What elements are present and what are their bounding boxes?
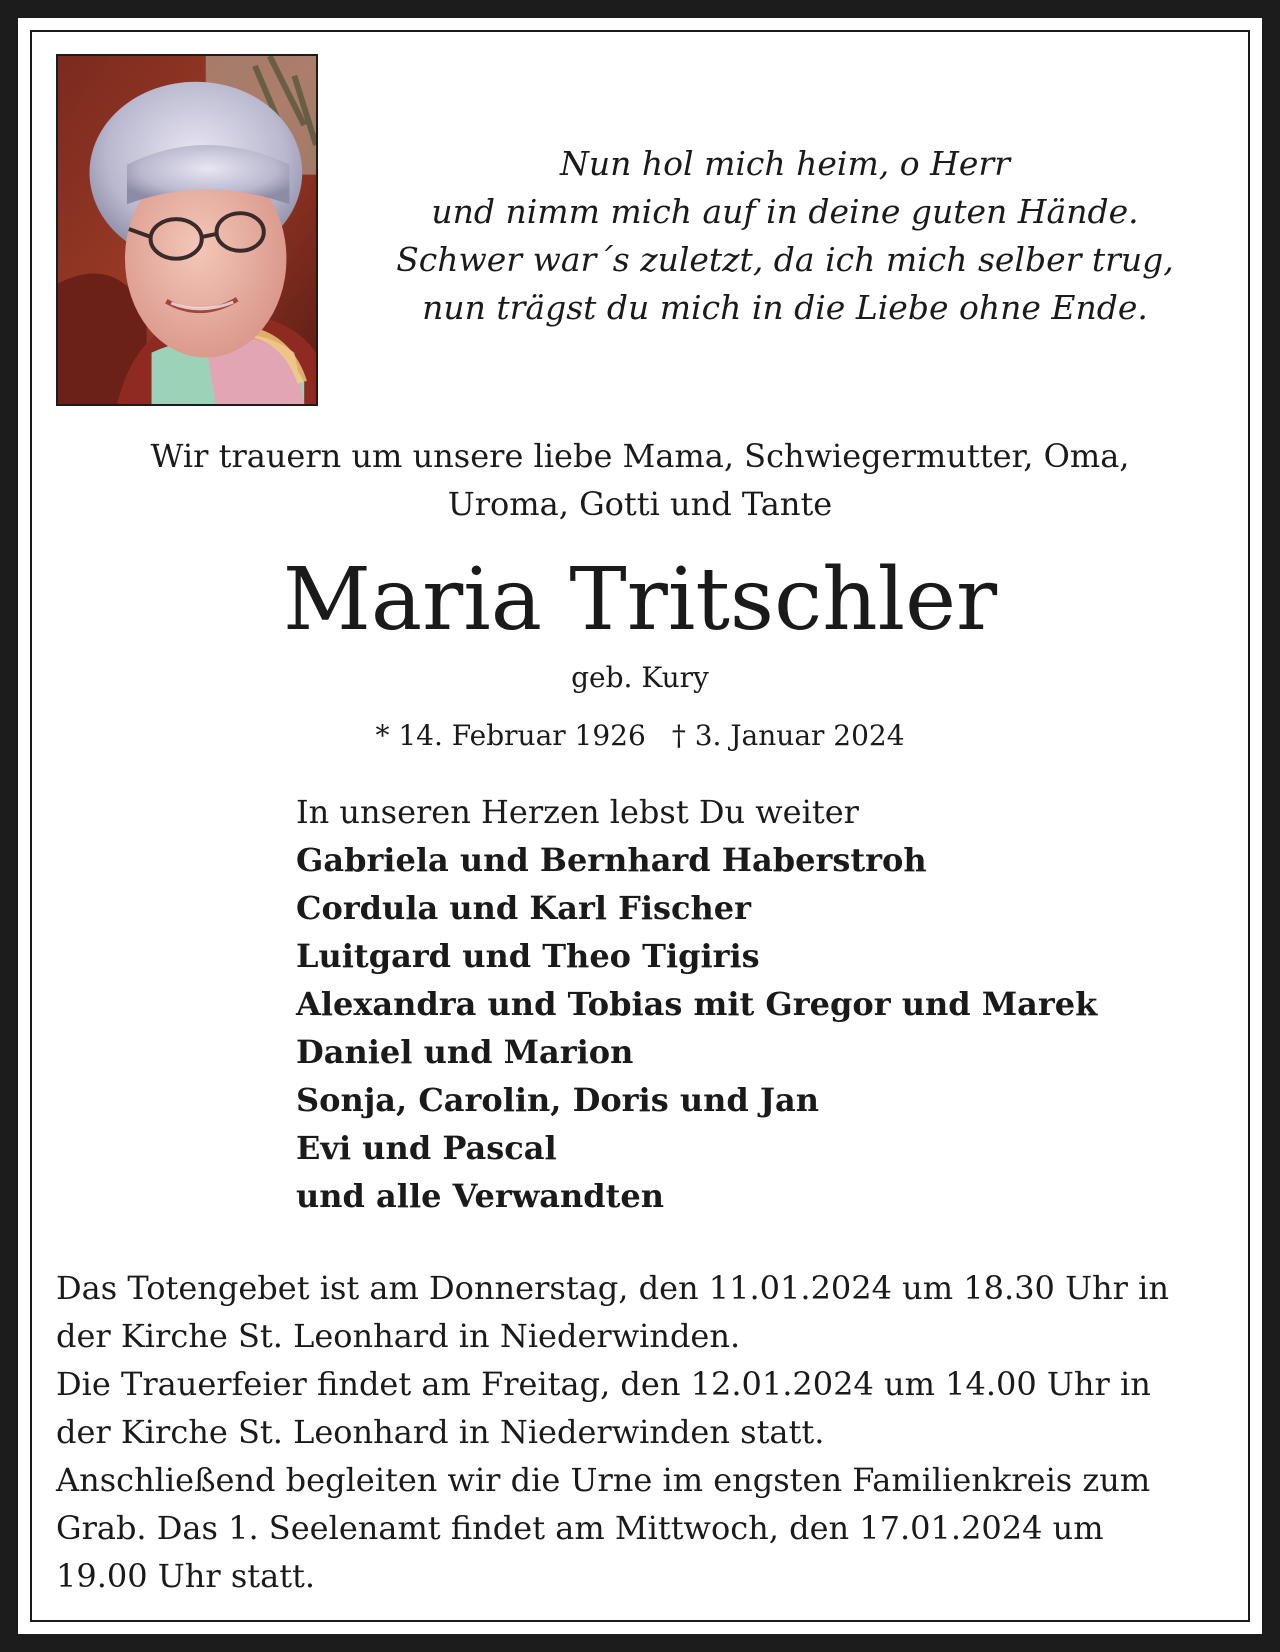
- notice-line: Die Trauerfeier findet am Freitag, den 12.01.2024 um 14.00 Uhr in: [56, 1365, 1151, 1403]
- intro-line: Uroma, Gotti und Tante: [447, 485, 833, 523]
- mourner-name: Evi und Pascal: [296, 1129, 557, 1167]
- mourner-name: Daniel und Marion: [296, 1033, 634, 1071]
- mourner-name: Sonja, Carolin, Doris und Jan: [296, 1081, 820, 1119]
- mourners-lead: In unseren Herzen lebst Du weiter: [296, 793, 859, 831]
- deceased-name: Maria Tritschler: [282, 550, 998, 650]
- notice-line: Anschließend begleiten wir die Urne im engsten Familienkreis zum: [56, 1461, 1151, 1499]
- notice-line: der Kirche St. Leonhard in Niederwinden statt.: [56, 1413, 825, 1451]
- mourner-name: und alle Verwandten: [296, 1177, 665, 1215]
- birth-name: geb. Kury: [571, 661, 709, 694]
- intro-line: Wir trauern um unsere liebe Mama, Schwiegermutter, Oma,: [150, 437, 1130, 475]
- notice-line: der Kirche St. Leonhard in Niederwinden.: [56, 1317, 741, 1355]
- poem-line: nun trägst du mich in die Liebe ohne Ende.: [422, 288, 1148, 327]
- mourner-name: Alexandra und Tobias mit Gregor und Marek: [296, 985, 1098, 1023]
- death-date: † 3. Januar 2024: [671, 719, 905, 752]
- notice-line: 19.00 Uhr statt.: [56, 1557, 316, 1595]
- portrait-photo: [56, 54, 318, 406]
- mourners-list: [296, 788, 1196, 1220]
- poem-line: und nimm mich auf in deine guten Hände.: [431, 192, 1139, 231]
- poem-line: Schwer war´s zuletzt, da ich mich selber trug,: [396, 240, 1174, 279]
- birth-date: * 14. Februar 1926: [375, 719, 646, 752]
- mourner-name: Luitgard und Theo Tigiris: [296, 937, 760, 975]
- notice-line: Grab. Das 1. Seelenamt findet am Mittwoch, den 17.01.2024 um: [56, 1509, 1104, 1547]
- intro-text: [40, 432, 1240, 528]
- notice-line: Das Totengebet ist am Donnerstag, den 11.01.2024 um 18.30 Uhr in: [56, 1269, 1169, 1307]
- poem-line: Nun hol mich heim, o Herr: [560, 144, 1010, 183]
- mourner-name: Cordula und Karl Fischer: [296, 889, 751, 927]
- poem: [370, 140, 1200, 332]
- mourner-name: Gabriela und Bernhard Haberstroh: [296, 841, 927, 879]
- service-notice: [56, 1264, 1226, 1600]
- life-dates: [40, 716, 1240, 756]
